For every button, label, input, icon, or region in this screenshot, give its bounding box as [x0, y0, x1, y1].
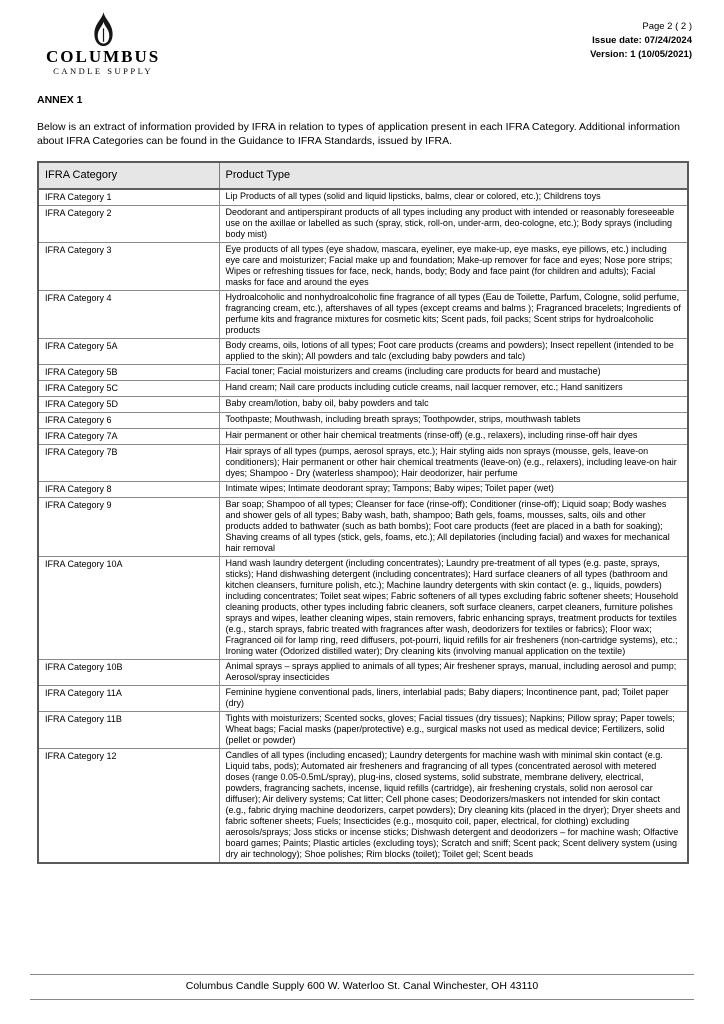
issue-date: Issue date: 07/24/2024 — [592, 35, 692, 46]
ifra-category-table — [37, 161, 689, 864]
page-number: Page 2 ( 2 ) — [642, 21, 692, 32]
table-row — [38, 189, 688, 206]
table-row — [38, 365, 688, 381]
category-cell: IFRA Category 5A — [38, 339, 219, 365]
category-cell: IFRA Category 9 — [38, 498, 219, 557]
table-row — [38, 498, 688, 557]
product-type-cell: Hand wash laundry detergent (including concentrates); Laundry pre-treatment of all types (e.g. paste, sprays, sticks); Hand dishwashing detergent (including concentrates); Hard surface cleaners of all types (bathroom and kitchen cleansers, furniture polish, etc.); Machine laundry detergents with skin contact (e. g., liquids, powders) including concentrates; Toilet seat wipes; Fabric softeners of all types excluding fabric softener sheets; Household cleaning products, other types including fabric cleaners, soft surface cleaners, carpet cleaners, furniture polishes sprays and wipes, leather cleaning wipes, stain removers, fabric enhancing sprays, treatment products for textiles (e.g., starch sprays, fabric treated with fragrances after wash, deodorizers for textiles or fabrics); Floor wax; Fragranced oil for lamp ring, reed diffusers, pot-pourri, liquid refills for air fresheners (non-cartridge systems), etc.; Ironing water (Odorized distilled water); Dry cleaning kits (involving manual application on the textile) — [219, 557, 688, 660]
column-header-category: IFRA Category — [38, 162, 219, 189]
category-cell: IFRA Category 11B — [38, 712, 219, 749]
brand-name: COLUMBUS — [46, 47, 161, 66]
table-row — [38, 660, 688, 686]
category-cell: IFRA Category 7A — [38, 429, 219, 445]
product-type-cell: Hair permanent or other hair chemical treatments (rinse-off) (e.g., relaxers), including rinse-off hair dyes — [219, 429, 688, 445]
product-type-cell: Animal sprays – sprays applied to animals of all types; Air freshener sprays, manual, including aerosol and pump; Aerosol/spray insecticides — [219, 660, 688, 686]
page-header — [0, 0, 724, 76]
footer-address: Columbus Candle Supply 600 W. Waterloo St. Canal Winchester, OH 43110 — [30, 974, 694, 1000]
column-header-product-type: Product Type — [219, 162, 688, 189]
table-row — [38, 686, 688, 712]
product-type-cell: Intimate wipes; Intimate deodorant spray; Tampons; Baby wipes; Toilet paper (wet) — [219, 482, 688, 498]
table-row — [38, 749, 688, 864]
category-cell: IFRA Category 5C — [38, 381, 219, 397]
category-cell: IFRA Category 10A — [38, 557, 219, 660]
category-cell: IFRA Category 10B — [38, 660, 219, 686]
version-label: Version: 1 (10/05/2021) — [590, 49, 692, 60]
table-row — [38, 339, 688, 365]
category-cell: IFRA Category 6 — [38, 413, 219, 429]
table-row — [38, 712, 688, 749]
category-cell: IFRA Category 2 — [38, 206, 219, 243]
page-meta — [590, 12, 692, 62]
table-row — [38, 206, 688, 243]
ifra-table-body — [38, 189, 688, 863]
table-row — [38, 557, 688, 660]
product-type-cell: Hand cream; Nail care products including cuticle creams, nail lacquer remover, etc.; Hand sanitizers — [219, 381, 688, 397]
category-cell: IFRA Category 7B — [38, 445, 219, 482]
table-row — [38, 413, 688, 429]
table-row — [38, 381, 688, 397]
product-type-cell: Hair sprays of all types (pumps, aerosol sprays, etc.); Hair styling aids non sprays (mousse, gels, leave-on conditioners); Hair permanent or other hair chemical treatments (leave-on) (e.g., relaxers), including leave-on hair dyes; Shampoo - Dry (waterless shampoo); Hair deodorizer, hair perfume — [219, 445, 688, 482]
intro-paragraph: Below is an extract of information provided by IFRA in relation to types of application present in each IFRA Category. Additional information about IFRA Categories can be found in the Guidance to IFRA Standards, issued by IFRA. — [37, 121, 680, 147]
category-cell: IFRA Category 3 — [38, 243, 219, 291]
product-type-cell: Eye products of all types (eye shadow, mascara, eyeliner, eye make-up, eye masks, eye pillows, etc.) including eye care and moisturizer; Facial make up and foundation; Make-up remover for face and eyes; Nose pore strips; Wipes or refreshing tissues for face, neck, hands, body; Body and face paint (for children and adults); Facial masks for face and around the eyes — [219, 243, 688, 291]
table-row — [38, 243, 688, 291]
category-cell: IFRA Category 11A — [38, 686, 219, 712]
table-row — [38, 397, 688, 413]
category-cell: IFRA Category 5D — [38, 397, 219, 413]
table-row — [38, 445, 688, 482]
table-row — [38, 291, 688, 339]
product-type-cell: Deodorant and antiperspirant products of all types including any product with intended or reasonably foreseeable use on the axillae or labelled as such (spray, stick, roll-on, under-arm, deo-cologne, etc.); Body sprays (including body mist) — [219, 206, 688, 243]
category-cell: IFRA Category 12 — [38, 749, 219, 864]
product-type-cell: Facial toner; Facial moisturizers and creams (including care products for beard and mustache) — [219, 365, 688, 381]
product-type-cell: Baby cream/lotion, baby oil, baby powders and talc — [219, 397, 688, 413]
table-row — [38, 429, 688, 445]
annex-title: ANNEX 1 — [37, 94, 83, 106]
product-type-cell: Toothpaste; Mouthwash, including breath sprays; Toothpowder, strips, mouthwash tablets — [219, 413, 688, 429]
product-type-cell: Candles of all types (including encased); Laundry detergents for machine wash with minimal skin contact (e.g. Liquid tabs, pods); Automated air fresheners and fragrancing of all types (concentrated aerosol with metered doses (range 0.05-0.5mL/spray), plug-ins, closed systems, solid substrate, membrane delivery, electrical, powders, fragrancing sachets, incense, liquid refills (cartridge), air freshening crystals, solid non aerosol car diffuser); Air delivery systems; Cat litter; Cell phone cases; Deodorizers/maskers not intended for skin contact (e.g., fabric drying machine deodorizers, carpet powders); Dry cleaning kits (placed in the dryer); Dryer sheets and fabric softener sheets; Fuels; Insecticides (e.g., mosquito coil, paper, electrical, for clothing) excluding aerosols/sprays; Joss sticks or incense sticks; Dishwash detergent and deodorizers – for machine wash; Olfactive board games; Paints; Plastic articles (excluding toys); Scratch and sniff; Scent pack; Scent delivery system (using dry air technology); Shoe polishes; Rim blocks (toilet); Toilet gel; Scent beads — [219, 749, 688, 864]
table-header-row — [38, 162, 688, 189]
product-type-cell: Hydroalcoholic and nonhydroalcoholic fine fragrance of all types (Eau de Toilette, Parfum, Cologne, solid perfume, fragrancing cream, etc.), aftershaves of all types (except creams and balms ); Fragranced bracelets; Ingredients of perfume kits and fragrance mixtures for cosmetic kits; Scent pads, foil packs; Scent strips for hydroalcoholic products — [219, 291, 688, 339]
brand-tagline: CANDLE SUPPLY — [53, 66, 154, 76]
table-row — [38, 482, 688, 498]
product-type-cell: Bar soap; Shampoo of all types; Cleanser for face (rinse-off); Conditioner (rinse-off); Liquid soap; Body washes and shower gels of all types; Baby wash, bath, shampoo; Bath gels, foams, mousses, salts, oils and other products added to bathwater (such as bath bombs); Foot care products (feet are placed in a bath for soaking); Shaving creams of all types (stick, gels, foams, etc.); All depilatories (including facial) and waxes for mechanical hair removal — [219, 498, 688, 557]
product-type-cell: Lip Products of all types (solid and liquid lipsticks, balms, clear or colored, etc.); Childrens toys — [219, 189, 688, 206]
category-cell: IFRA Category 4 — [38, 291, 219, 339]
product-type-cell: Feminine hygiene conventional pads, liners, interlabial pads; Baby diapers; Incontinence pant, pad; Toilet paper (dry) — [219, 686, 688, 712]
company-logo — [46, 12, 160, 76]
category-cell: IFRA Category 5B — [38, 365, 219, 381]
product-type-cell: Tights with moisturizers; Scented socks, gloves; Facial tissues (dry tissues); Napkins; Pillow spray; Paper towels; Wheat bags; Facial masks (paper/protective) e.g., surgical masks not used as medical device; Fertilizers, solid (pellet or powder) — [219, 712, 688, 749]
product-type-cell: Body creams, oils, lotions of all types; Foot care products (creams and powders); Insect repellent (intended to be applied to the skin); All powders and talc (excluding baby powders and talc) — [219, 339, 688, 365]
category-cell: IFRA Category 1 — [38, 189, 219, 206]
category-cell: IFRA Category 8 — [38, 482, 219, 498]
candle-flame-icon — [90, 12, 117, 46]
